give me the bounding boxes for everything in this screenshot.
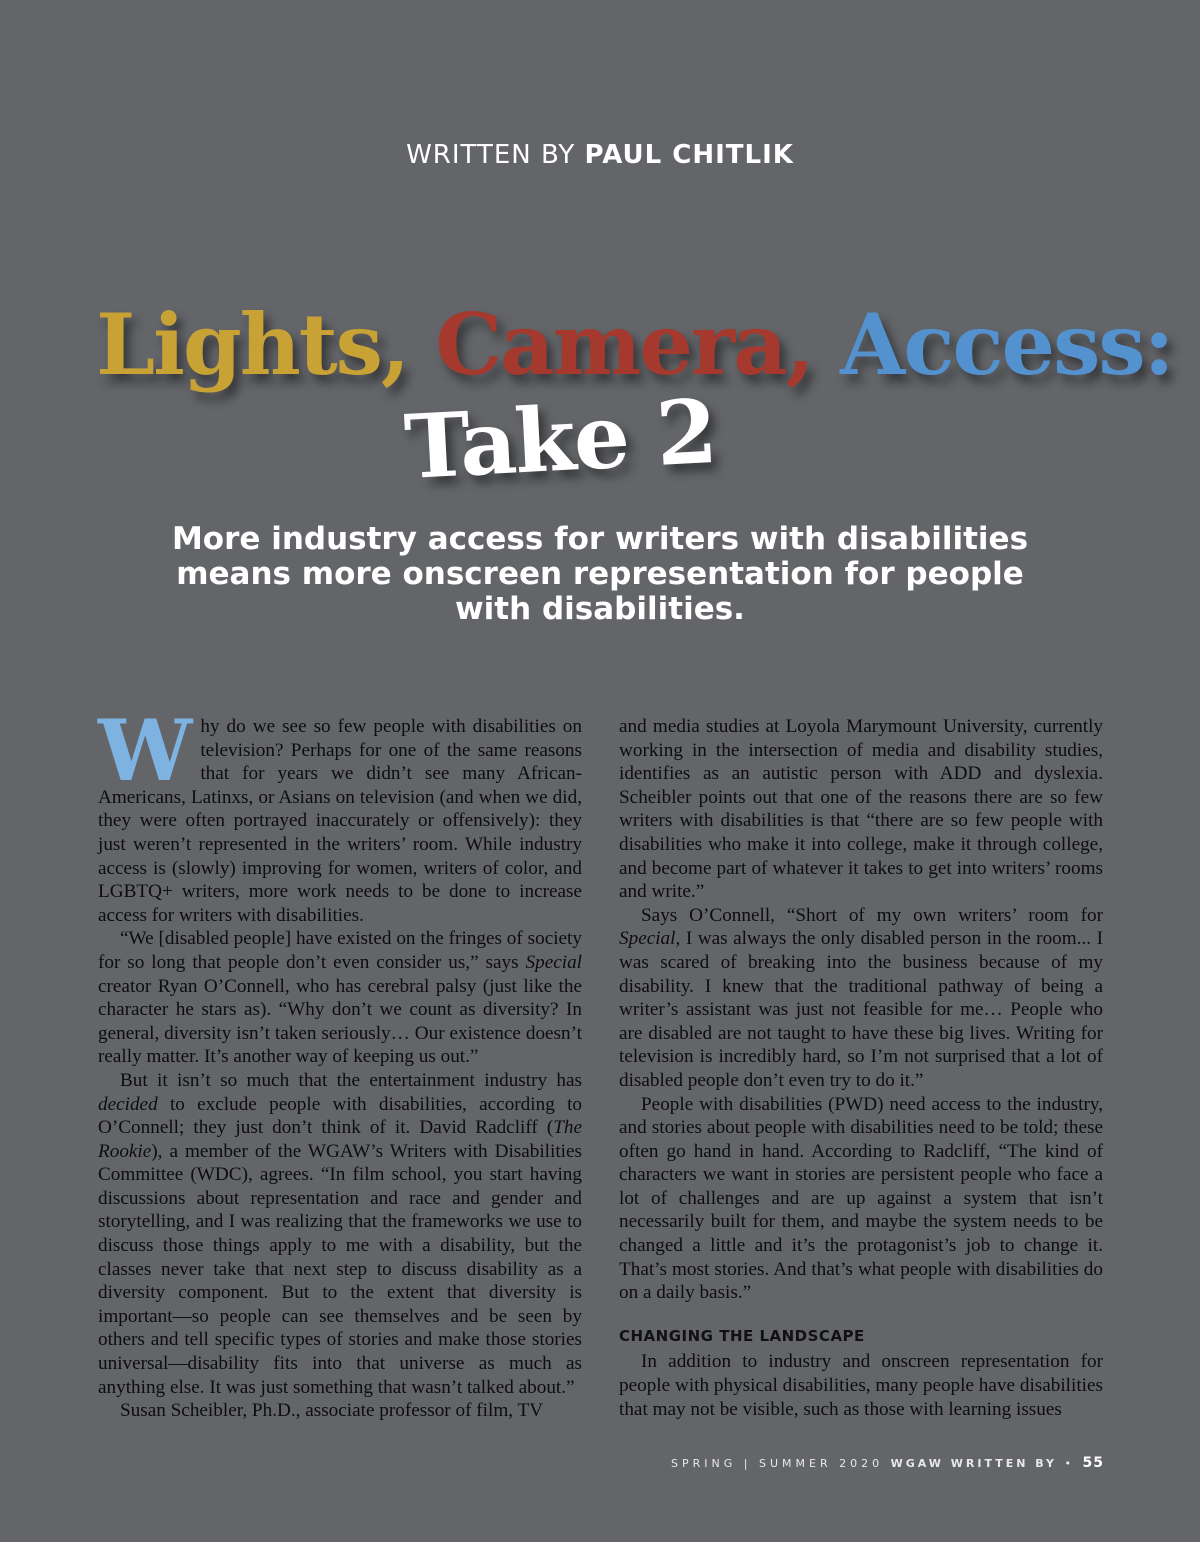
title-word-camera: Camera xyxy=(435,295,786,394)
italic-title: Special xyxy=(619,928,676,950)
title-comma-1: , xyxy=(380,295,409,394)
paragraph xyxy=(98,1069,582,1399)
paragraph-text: But it isn’t so much that the entertainment industry has xyxy=(120,1069,582,1091)
italic-title: The Rookie xyxy=(98,1117,582,1162)
paragraph-text: Says O’Connell, “Short of my own writers’ room for xyxy=(641,904,1103,926)
footer-magazine: WGAW WRITTEN BY xyxy=(890,1457,1058,1470)
title-take-2: Take 2 xyxy=(402,378,718,500)
footer-bullet: • xyxy=(1064,1457,1076,1470)
paragraph: People with disabilities (PWD) need access to the industry, and stories about people with disabilities need to be told; these often go hand in hand. According to Radcliff, “The kind of characters we want in stories are persistent people who face a lot of challenges and are up against a system that isn’t necessarily built for them, and maybe the system needs to be changed a little and it’s the protagonist’s job to change it. That’s most stories. And that’s what people with disabilities do on a daily basis.” xyxy=(619,1093,1103,1304)
paragraph-text: creator Ryan O’Connell, who has cerebral palsy (just like the character he stars as). “Why don’t we count as diversity? In general, diversity isn’t taken seriously… Our existence doesn’t really matter. It’s another way of keeping us out.” xyxy=(98,975,582,1068)
byline-author: PAUL CHITLIK xyxy=(584,140,794,170)
byline-prefix: WRITTEN BY xyxy=(406,140,576,170)
paragraph-text: to exclude people with disabilities, according to O’Connell; they just don’t think of it. David Radcliff ( xyxy=(98,1093,582,1139)
right-column xyxy=(619,715,1103,1421)
left-column xyxy=(98,701,582,1423)
paragraph xyxy=(619,904,1103,1093)
paragraph: Susan Scheibler, Ph.D., associate professor of film, TV xyxy=(120,1400,544,1422)
page-footer xyxy=(671,1455,1104,1471)
italic-title: Special xyxy=(525,951,582,973)
italic-word: decided xyxy=(98,1093,158,1115)
section-heading: CHANGING THE LANDSCAPE xyxy=(619,1326,865,1345)
paragraph: In addition to industry and onscreen representation for people with physical disabilities, many people have disabilities that may not be visible, such as those with learning issues xyxy=(619,1351,1103,1420)
paragraph xyxy=(98,701,582,927)
title-word-lights: Lights xyxy=(96,295,381,394)
drop-cap: W xyxy=(98,701,193,800)
paragraph-text: “We [disabled people] have existed on the fringes of society for so long that people don’t even consider us,” says xyxy=(98,928,582,973)
title-line-1 xyxy=(96,295,1173,394)
footer-issue: SPRING | SUMMER 2020 xyxy=(671,1457,884,1470)
paragraph-text: hy do we see so few people with disabilities on television? Perhaps for one of the same reasons that for years we didn’t see many African-Americans, Latinxs, or Asians on television (and when we did, they were often portrayed inaccurately or offensively): they just weren’t represented in the writers’ room. While industry access is (slowly) improving for women, writers of color, and LGBTQ+ writers, more work needs to be done to increase access for writers with disabilities. xyxy=(98,716,582,926)
page-number: 55 xyxy=(1082,1455,1104,1471)
article-subtitle: More industry access for writers with disabilities means more onscreen representation for people with disabilities. xyxy=(171,521,1029,627)
paragraph-text: ), a member of the WGAW’s Writers with Disabilities Committee (WDC), agrees. “In film school, you start having discussions about representation and race and gender and storytelling, and I was realizing that the frameworks we use to discuss those things apply to me with a disability, but the classes never take that next step to discuss disability as a diversity component. But to the extent that diversity is important—so people can see themselves and be seen by others and tell specific types of stories and make those stories universal—disability fits into that universe as much as anything else. It was just something that wasn’t talked about.” xyxy=(98,1140,582,1398)
title-word-access: Access: xyxy=(840,295,1173,394)
title-comma-2: , xyxy=(785,295,813,394)
article-title xyxy=(0,295,1200,500)
paragraph: and media studies at Loyola Marymount University, currently working in the intersection of media and disability studies, identifies as an autistic person with ADD and dyslexia. Scheibler points out that one of the reasons there are so few writers with disabilities is that “there are so few people with disabilities who make it into college, make it through college, and become part of whatever it takes to get into writers’ rooms and write.” xyxy=(619,716,1103,903)
paragraph xyxy=(98,927,582,1069)
paragraph-text: , I was always the only disabled person in the room... I was scared of breaking into the business because of my disability. I knew that the traditional pathway of being a writer’s assistant was just not feasible for me… People who are disabled are not taught to have these big lives. Writing for television is incredibly hard, so I’m not surprised that a lot of disabled people don’t even try to do it.” xyxy=(619,928,1103,1091)
byline xyxy=(0,140,1200,170)
